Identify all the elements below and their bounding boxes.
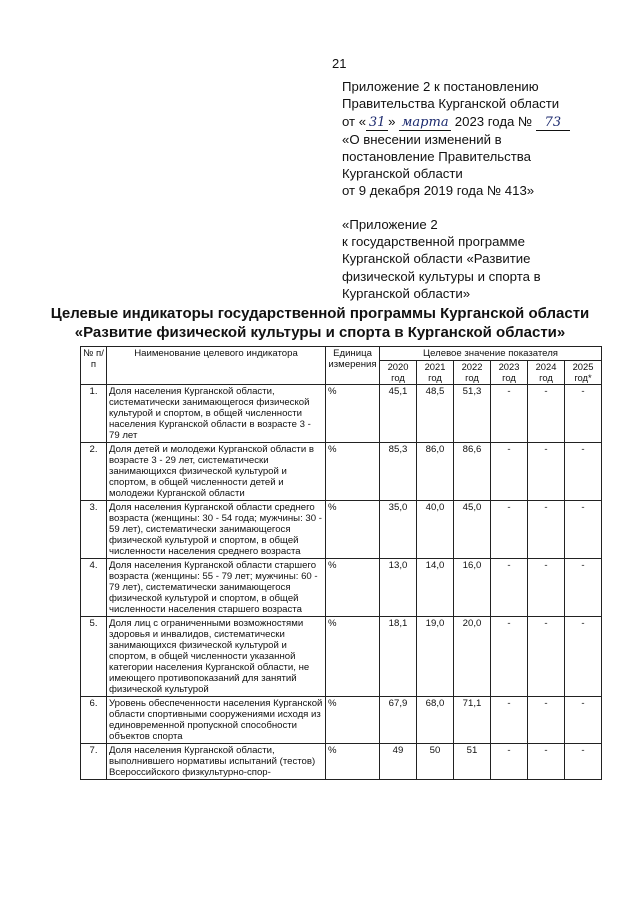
row-value: 35,0	[380, 501, 417, 559]
header-line: Правительства Курганской области	[342, 96, 560, 112]
header-line: Приложение 2 к постановлению	[342, 79, 539, 94]
row-value: -	[491, 443, 528, 501]
row-num: 4.	[81, 559, 107, 617]
title-line: «Развитие физической культуры и спорта в Курганской области»	[74, 324, 566, 341]
header-year: 2020 год	[380, 361, 417, 385]
table-row	[81, 559, 602, 617]
row-value: 71,1	[454, 697, 491, 744]
row-value: -	[491, 501, 528, 559]
header-line: «О внесении изменений в	[342, 131, 502, 147]
row-value: 50	[417, 744, 454, 780]
table-row	[81, 501, 602, 559]
row-value: 16,0	[454, 559, 491, 617]
row-value: 19,0	[417, 617, 454, 697]
appendix-line: «Приложение 2	[342, 216, 438, 232]
appendix-header	[342, 78, 627, 302]
row-value: -	[565, 443, 602, 501]
appendix-line: Курганской области»	[342, 285, 471, 301]
row-unit: %	[326, 501, 380, 559]
handwritten-day: 31	[366, 116, 388, 131]
row-value: -	[491, 559, 528, 617]
row-value: -	[528, 559, 565, 617]
table-row	[81, 385, 602, 443]
handwritten-number: 73	[536, 116, 570, 131]
row-value: -	[565, 559, 602, 617]
table-row	[81, 443, 602, 501]
header-num: № п/п	[81, 347, 107, 385]
header-line: постановление Правительства	[342, 148, 531, 164]
row-value: 51	[454, 744, 491, 780]
row-value: -	[528, 697, 565, 744]
table-row	[81, 697, 602, 744]
row-value: -	[565, 617, 602, 697]
row-name: Доля детей и молодежи Курганской области в возрасте 3 - 29 лет, систематически занимающихся физической культурой и спортом, в общей численности детей и молодежи Курганской области	[107, 443, 326, 501]
header-text: 2023 года №	[454, 113, 533, 129]
row-value: 85,3	[380, 443, 417, 501]
row-value: 45,1	[380, 385, 417, 443]
header-year: 2022 год	[454, 361, 491, 385]
row-value: -	[528, 501, 565, 559]
title-line: Целевые индикаторы государственной программы Курганской области	[50, 305, 590, 322]
header-date-line	[342, 113, 627, 131]
row-unit: %	[326, 385, 380, 443]
appendix-line: к государственной программе	[342, 234, 525, 250]
row-value: 51,3	[454, 385, 491, 443]
row-value: 45,0	[454, 501, 491, 559]
header-line: Курганской области	[342, 166, 463, 182]
row-num: 5.	[81, 617, 107, 697]
appendix-line: Курганской области «Развитие	[342, 251, 531, 267]
document-title	[0, 304, 640, 342]
row-value: -	[528, 617, 565, 697]
table-row	[81, 617, 602, 697]
row-num: 7.	[81, 744, 107, 780]
row-num: 2.	[81, 443, 107, 501]
row-name: Доля лиц с ограниченными возможностями здоровья и инвалидов, систематически занимающихся физической культурой и спортом, в общей численности указанной категории населения Курганской области, не имеющего противопоказаний для занятий физической культурой	[107, 617, 326, 697]
row-value: -	[491, 744, 528, 780]
row-name: Уровень обеспеченности населения Курганской области спортивными сооружениями исходя из единовременной пропускной способности объектов спорта	[107, 697, 326, 744]
header-unit: Единица измерения	[326, 347, 380, 385]
row-num: 6.	[81, 697, 107, 744]
table-row	[81, 744, 602, 780]
row-unit: %	[326, 617, 380, 697]
row-value: -	[565, 385, 602, 443]
row-value: -	[528, 744, 565, 780]
handwritten-month: марта	[399, 116, 451, 131]
row-value: 67,9	[380, 697, 417, 744]
header-year: 2024 год	[528, 361, 565, 385]
row-name: Доля населения Курганской области старшего возраста (женщины: 55 - 79 лет; мужчины: 60 - 79 лет), систематически занимающегося физической культурой и спортом, в общей численности населения старшего возраста	[107, 559, 326, 617]
row-value: -	[565, 501, 602, 559]
header-name: Наименование целевого индикатора	[107, 347, 326, 385]
row-value: 86,6	[454, 443, 491, 501]
appendix-line: физической культуры и спорта в	[342, 268, 541, 284]
row-value: 40,0	[417, 501, 454, 559]
row-name: Доля населения Курганской области среднего возраста (женщины: 30 - 54 года; мужчины: 30 - 59 лет), систематически занимающегося физической культурой и спортом, в общей численности населения среднего возраста	[107, 501, 326, 559]
row-value: 13,0	[380, 559, 417, 617]
row-unit: %	[326, 744, 380, 780]
row-value: -	[565, 744, 602, 780]
header-year: 2023 год	[491, 361, 528, 385]
row-value: 14,0	[417, 559, 454, 617]
row-value: -	[491, 697, 528, 744]
header-text: »	[388, 113, 396, 129]
indicators-table	[80, 346, 602, 780]
row-value: 49	[380, 744, 417, 780]
row-value: -	[491, 617, 528, 697]
header-line: от 9 декабря 2019 года № 413»	[342, 183, 535, 199]
header-text: от «	[342, 113, 367, 129]
header-year: 2025 год*	[565, 361, 602, 385]
row-value: -	[565, 697, 602, 744]
row-name: Доля населения Курганской области, выполнившего нормативы испытаний (тестов) Всероссийского физкультурно-спор-	[107, 744, 326, 780]
row-value: 18,1	[380, 617, 417, 697]
row-unit: %	[326, 559, 380, 617]
row-value: 86,0	[417, 443, 454, 501]
row-value: -	[528, 443, 565, 501]
row-value: -	[528, 385, 565, 443]
page-number: 21	[332, 56, 347, 71]
row-unit: %	[326, 697, 380, 744]
row-name: Доля населения Курганской области, систематически занимающегося физической культурой и спортом, в общей численности населения Курганской области в возрасте 3 - 79 лет	[107, 385, 326, 443]
header-year: 2021 год	[417, 361, 454, 385]
row-unit: %	[326, 443, 380, 501]
row-value: 68,0	[417, 697, 454, 744]
header-target: Целевое значение показателя	[380, 347, 602, 361]
row-num: 1.	[81, 385, 107, 443]
row-value: -	[491, 385, 528, 443]
row-num: 3.	[81, 501, 107, 559]
row-value: 48,5	[417, 385, 454, 443]
row-value: 20,0	[454, 617, 491, 697]
